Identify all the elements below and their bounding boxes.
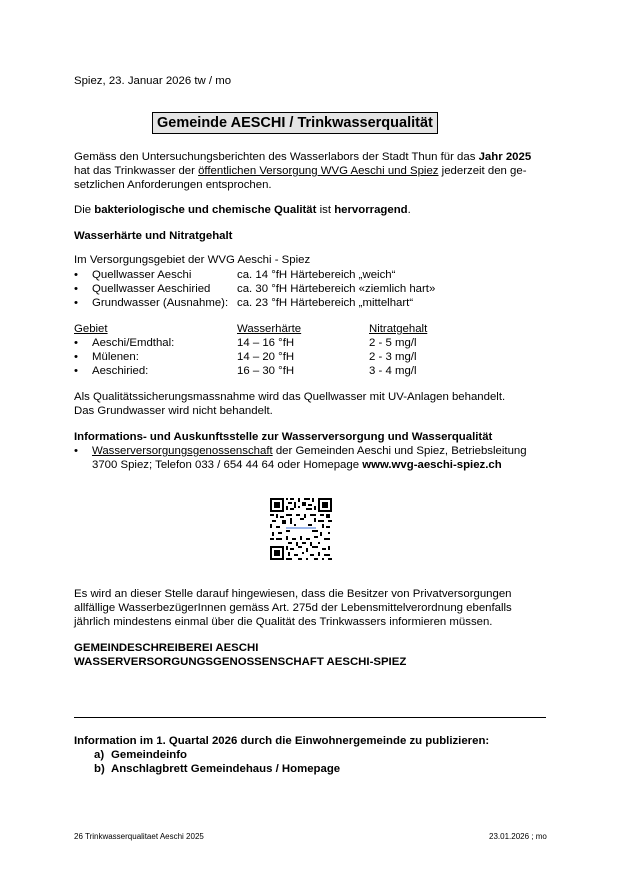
homepage-link[interactable]: www.wvg-aeschi-spiez.ch bbox=[362, 459, 502, 471]
hardness-heading: Wasserhärte und Nitratgehalt bbox=[74, 230, 233, 242]
place-date: Spiez, 23. Januar 2026 tw / mo bbox=[74, 75, 232, 87]
footer-left: 26 Trinkwasserqualitaet Aeschi 2025 bbox=[74, 832, 204, 841]
uv-paragraph: Als Qualitätssicherungsmassnahme wird das Quellwasser mit UV-Anlagen behandelt. Das Grundwasser wird nicht behandelt. bbox=[74, 391, 506, 417]
year-highlight: Jahr 2025 bbox=[478, 151, 532, 163]
intro-paragraph: Gemäss den Untersuchungsberichten des Wasserlabors der Stadt Thun für das Jahr 2025 hat das Trinkwasser der öffentlichen Versorgung WVG Aeschi und Spiez jederzeit den ge- setzlichen Anforderungen entsprochen. bbox=[74, 151, 532, 191]
info-heading: Informations- und Auskunftsstelle zur Wasserversorgung und Wasserqualität bbox=[74, 431, 493, 443]
area-intro: Im Versorgungsgebiet der WVG Aeschi - Spiez bbox=[74, 254, 311, 266]
notice-paragraph: Es wird an dieser Stelle darauf hingewiesen, dass die Besitzer von Privatversorgungen allfällige WasserbezügerInnen gemäss Art. 275d der Lebensmittelverordnung ebenfalls jährlich mindestens einmal über die Qualität des Trinkwassers informieren müssen. bbox=[74, 588, 512, 628]
supply-name: öffentlichen Versorgung WVG Aeschi und Spiez bbox=[198, 165, 439, 177]
qr-code bbox=[270, 498, 332, 560]
publication-heading: Information im 1. Quartal 2026 durch die Einwohnergemeinde zu publizieren: bbox=[74, 735, 490, 747]
divider bbox=[74, 717, 546, 718]
signature-block: GEMEINDESCHREIBEREI AESCHI WASSERVERSORGUNGSGENOSSENSCHAFT AESCHI-SPIEZ bbox=[74, 642, 407, 668]
page-title: Gemeinde AESCHI / Trinkwasserqualität bbox=[152, 112, 438, 134]
footer-right: 23.01.2026 ; mo bbox=[489, 832, 547, 841]
quality-statement: Die bakteriologische und chemische Qualität ist hervorragend. bbox=[74, 204, 411, 216]
